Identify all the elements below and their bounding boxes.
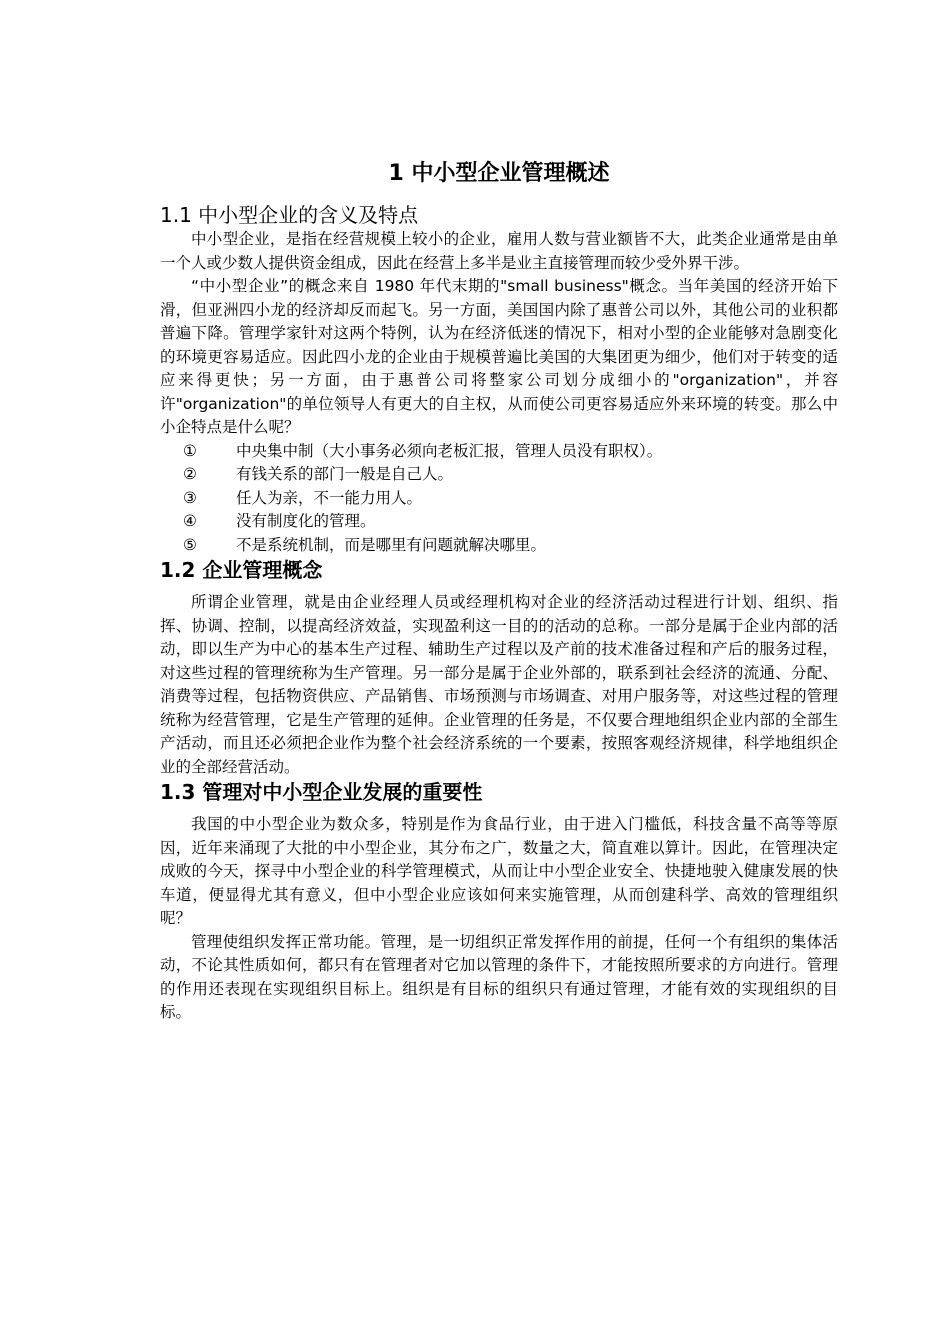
section-1-1-title: 1.1 中小型企业的含义及特点 [160, 203, 419, 227]
list-item-text: 不是系统机制，而是哪里有问题就解决哪里。 [236, 535, 547, 554]
list-item [160, 440, 838, 464]
chapter-title: 1 中小型企业管理概述 [388, 161, 610, 186]
characteristics-list [160, 440, 838, 558]
list-item [160, 487, 838, 511]
section-1-1-paragraph-1: 中小型企业，是指在经营规模上较小的企业，雇用人数与营业额皆不大，此类企业通常是由单一个人或少数人提供资金组成，因此在经营上多半是业主直接管理而较少受外界干涉。 [160, 230, 838, 272]
list-item-text: 没有制度化的管理。 [236, 512, 376, 530]
section-1-3-title: 1.3 管理对中小型企业发展的重要性 [160, 780, 483, 804]
list-item-text: 中央集中制（大小事务必须向老板汇报，管理人员没有职权）。 [236, 441, 663, 460]
section-1-2-title: 1.2 企业管理概念 [160, 558, 323, 582]
section-1-3-paragraph-2: 管理使组织发挥正常功能。管理，是一切组织正常发挥作用的前提，任何一个有组织的集体活动，不论其性质如何，都只有在管理者对它加以管理的条件下，才能按照所要求的方向进行。管理的作用还表现在实现组织目标上。组织是有目标的组织只有通过管理，才能有效的实现组织的目标。 [160, 932, 838, 1021]
list-marker: ④ [183, 512, 197, 530]
list-marker: ① [183, 441, 197, 460]
list-marker: ③ [183, 488, 197, 507]
list-item [160, 463, 838, 487]
list-item [160, 510, 838, 534]
list-item-text: 有钱关系的部门一般是自己人。 [236, 465, 454, 483]
section-1-1-paragraph-2: “中小型企业”的概念来自 1980 年代末期的"small business"概念。当年美国的经济开始下滑，但亚洲四小龙的经济却反而起飞。另一方面，美国国内除了惠普公司以外，其他公司的业积都普遍下降。管理学家针对这两个特例，认为在经济低迷的情况下，相对小型的企业能够对急剧变化的环境更容易适应。因此四小龙的企业由于规模普遍比美国的大集团更为细少，他们对于转变的适应来得更快；另一方面，由于惠普公司将整家公司划分成细小的"organization"，并容许"organization"的单位领导人有更大的自主权，从而使公司更容易适应外来环境的转变。那么中小企特点是什么呢？ [160, 277, 838, 436]
document-body [160, 158, 838, 1025]
section-1-3-paragraph-1: 我国的中小型企业为数众多，特别是作为食品行业，由于进入门槛低，科技含量不高等等原因，近年来涌现了大批的中小型企业，其分布之广，数量之大，简直难以算计。因此，在管理决定成败的今天，探寻中小型企业的科学管理模式，从而让中小型企业安全、快捷地驶入健康发展的快车道，便显得尤其有意义，但中小型企业应该如何来实施管理，从而创建科学、高效的管理组织呢？ [160, 815, 838, 927]
list-marker: ② [183, 465, 197, 483]
list-marker: ⑤ [183, 535, 197, 554]
section-1-2-paragraph-1: 所谓企业管理，就是由企业经理人员或经理机构对企业的经济活动过程进行计划、组织、指挥、协调、控制，以提高经济效益，实现盈利这一目的的活动的总称。一部分是属于企业内部的活动，即以生产为中心的基本生产过程、辅助生产过程以及产前的技术准备过程和产后的服务过程，对这些过程的管理统称为生产管理。另一部分是属于企业外部的，联系到社会经济的流通、分配、消费等过程，包括物资供应、产品销售、市场预测与市场调查、对用户服务等，对这些过程的管理统称为经营管理，它是生产管理的延伸。企业管理的任务是，不仅要合理地组织企业内部的全部生产活动，而且还必须把企业作为整个社会经济系统的一个要素，按照客观经济规律，科学地组织企业的全部经营活动。 [160, 593, 838, 776]
list-item-text: 任人为亲，不一能力用人。 [236, 488, 423, 507]
list-item [160, 534, 838, 558]
